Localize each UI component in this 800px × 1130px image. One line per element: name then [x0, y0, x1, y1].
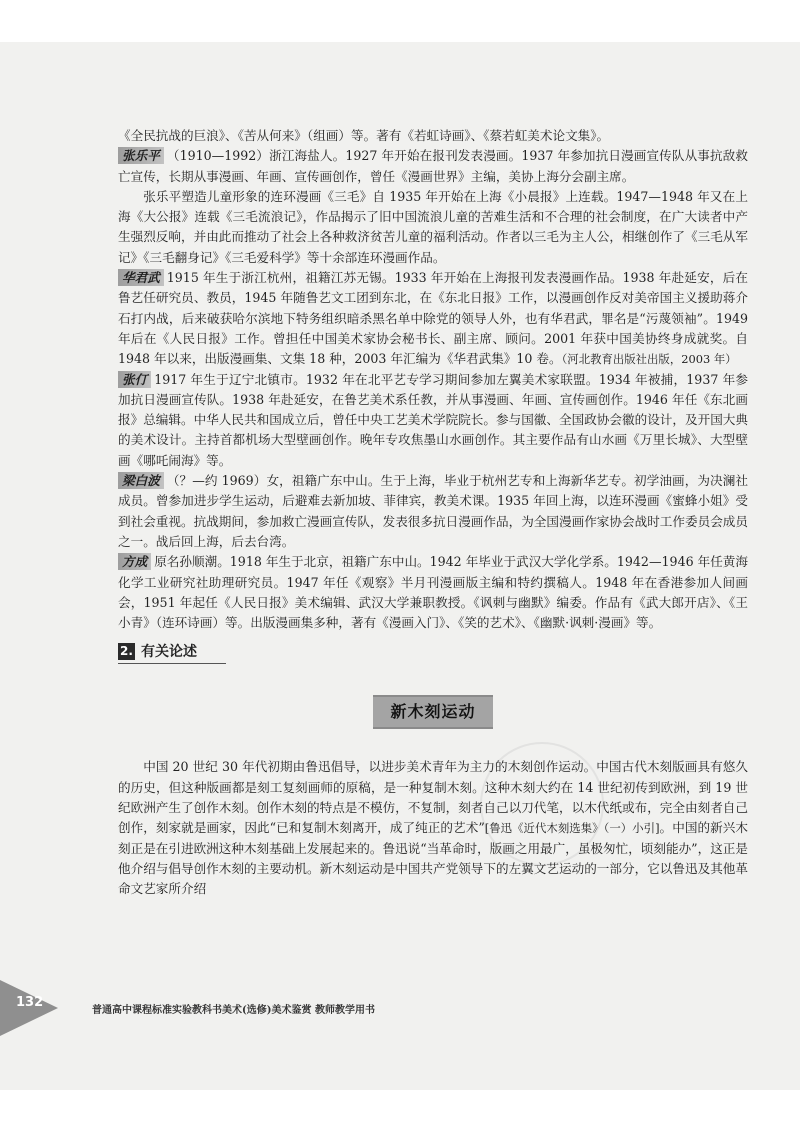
section-title: 有关论述 — [141, 643, 197, 660]
entry-zhang-leping — [118, 146, 748, 187]
topic-banner: 新木刻运动 — [373, 695, 493, 729]
entry-text: （？—约 1969）女，祖籍广东中山。生于上海，毕业于杭州艺专和上海新华艺专。初学油画，为决澜社成员。曾参加进步学生运动，后避难去新加坡、菲律宾，教美术课。1935 年回上海，以连环漫画《蜜蜂小姐》受到社会重视。抗战期间，参加救亡漫画宣传队，发表很多抗日漫画作品，为全国漫画作家协会战时工作委员会成员之一。战后回上海，后去台湾。 — [118, 473, 748, 549]
section-heading — [118, 641, 748, 665]
entry-text: 原名孙顺潮。1918 年生于北京，祖籍广东中山。1942 年毕业于武汉大学化学系。1942—1946 年任黄海化学工业研究社助理研究员。1947 年任《观察》半月刊漫画版主编和特约撰稿人。1948 年在香港参加人间画会，1951 年起任《人民日报》美术编辑、武汉大学兼职教授。《讽刺与幽默》编委。作品有《武大郎开店》、《王小青》（连环诗画）等。出版漫画集多种，著有《漫画入门》、《笑的艺术》、《幽默·讽刺·漫画》等。 — [118, 554, 748, 631]
woodcut-text-cont: 。中国的新兴木刻正是在引进欧洲这种木刻基础上发展起来的。鲁迅说“当革命时，版画之用最广，虽极匆忙，顷刻能办”，这正是他介绍与倡导创作木刻的主要动机。新木刻运动是中国共产党领导下的左翼文艺运动的一部分，它以鲁迅及其他革命文艺家所介绍 — [118, 820, 748, 897]
name-tag: 张仃 — [118, 371, 151, 388]
banner-area — [118, 665, 748, 731]
book-page — [0, 42, 800, 1090]
paragraph-continuation: 《全民抗战的巨浪》、《苦从何来》（组画）等。著有《若虹诗画》、《蔡若虹美术论文集》。 — [118, 128, 610, 143]
entry-text: 1915 年生于浙江杭州，祖籍江苏无锡。1933 年开始在上海报刊发表漫画作品。1938 年赴延安，后在鲁艺任研究员、教员，1945 年随鲁艺文工团到东北，在《东北日报》工作，以漫画创作反对美帝国主义援助蒋介石打内战，后来破获哈尔滨地下特务组织暗杀黑名单中除党的领导人外，也有华君武，罪名是“污蔑领袖”。1949 年后在《人民日报》工作。曾担任中国美术家协会秘书长、副主席、顾问。2001 年获中国美协终身成就奖。自 1948 年以来，出版漫画集、文集 18 种，2003 年汇编为《华君武集》10 卷。 — [118, 270, 748, 367]
page-body — [118, 126, 748, 900]
name-tag: 华君武 — [118, 269, 164, 286]
entry-hua-junwu — [118, 268, 748, 369]
name-tag: 方成 — [118, 553, 151, 570]
entry-text: 1917 年生于辽宁北镇市。1932 年在北平艺专学习期间参加左翼美术家联盟。1934 年被捕，1937 年参加抗日漫画宣传队。1938 年赴延安，在鲁艺美术系任教，并从事漫画、年画、宣传画创作。1946 年任《东北画报》总编辑。中华人民共和国成立后，曾任中央工艺美术学院院长。参与国徽、全国政协会徽的设计，及开国大典的美术设计。主持首都机场大型壁画创作。晚年专攻焦墨山水画创作。其主要作品有山水画《万里长城》、大型壁画《哪吒闹海》等。 — [118, 371, 748, 468]
section-underline — [118, 663, 226, 664]
entry-zhang-ding — [118, 370, 748, 471]
name-tag: 张乐平 — [118, 147, 164, 164]
entry-text: （1910—1992）浙江海盐人。1927 年开始在报刊发表漫画。1937 年参加抗日漫画宣传队从事抗敌救亡宣传，长期从事漫画、年画、宣传画创作，曾任《漫画世界》主编，美协上海分会副主席。 — [118, 148, 748, 184]
name-tag: 梁白波 — [118, 472, 164, 489]
footer-book-title: 普通高中课程标准实验教科书美术(选修)美术鉴赏 教师教学用书 — [92, 1005, 375, 1016]
paragraph-sanmao: 张乐平塑造儿童形象的连环漫画《三毛》自 1935 年开始在上海《小晨报》上连载。1947—1948 年又在上海《大公报》连载《三毛流浪记》，作品揭示了旧中国流浪儿童的苦难生活和不合理的社会制度，在广大读者中产生强烈反响，并由此而推动了社会上各种救济贫苦儿童的福利活动。作者以三毛为主人公，相继创作了《三毛从军记》《三毛翻身记》《三毛爱科学》等十余部连环漫画作品。 — [118, 188, 748, 265]
citation: [鲁迅《近代木刻选集》（一）小引] — [484, 821, 660, 836]
entry-fang-cheng — [118, 552, 748, 633]
section-number: 2. — [118, 643, 135, 660]
page-number: 132 — [16, 995, 44, 1010]
entry-liang-baibo — [118, 471, 748, 552]
paragraph-woodcut — [118, 757, 748, 899]
publisher-note: （河北教育出版社出版，2003 年） — [561, 352, 737, 367]
woodcut-text: 中国 20 世纪 30 年代初期由鲁迅倡导，以进步美术青年为主力的木刻创作运动。中国古代木刻版画具有悠久的历史，但这种版画都是刻工复刻画师的原稿，是一种复制木刻。这种木刻大约在 14 世纪初传到欧洲，到 19 世纪欧洲产生了创作木刻。创作木刻的特点是不模仿，不复制，刻者自己以刀代笔，以木代纸或布，完全由刻者自己创作，刻家就是画家，因此“已和复制木刻离开，成了纯正的艺术” — [118, 759, 748, 836]
